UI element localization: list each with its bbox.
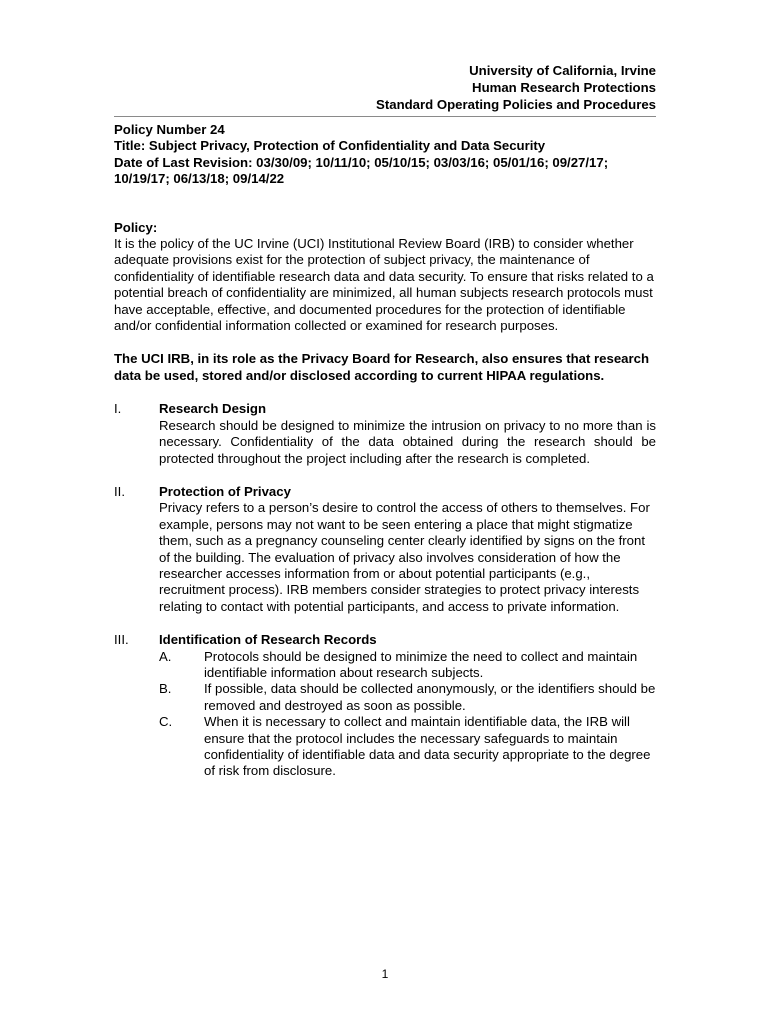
list-item bbox=[159, 649, 656, 682]
list-item-text: If possible, data should be collected anonymously, or the identifiers should be removed and destroyed as soon as possible. bbox=[204, 681, 656, 713]
revision-dates-line1: Date of Last Revision: 03/30/09; 10/11/10; 05/10/15; 03/03/16; 05/01/16; 09/27/17; bbox=[114, 154, 609, 170]
section-title: Research Design bbox=[159, 401, 267, 417]
document-header bbox=[114, 62, 656, 113]
policy-meta bbox=[114, 122, 656, 188]
header-divider bbox=[114, 116, 656, 117]
section-title: Identification of Research Records bbox=[159, 632, 377, 648]
document-page bbox=[114, 62, 656, 780]
section-number: III. bbox=[114, 632, 129, 648]
section-research-design bbox=[114, 401, 656, 467]
list-item-letter: A. bbox=[159, 648, 172, 664]
revision-dates-line2: 10/19/17; 06/13/18; 09/14/22 bbox=[114, 171, 285, 187]
header-university: University of California, Irvine bbox=[469, 63, 656, 78]
list-item-text: When it is necessary to collect and maintain identifiable data, the IRB will ensure that the protocol includes the necessary safeguards to maintain confidentiality of identifiable data and data security appropriate to the degree of risk from disclosure. bbox=[204, 714, 651, 779]
header-subtitle: Standard Operating Policies and Procedures bbox=[376, 97, 656, 112]
policy-number: Policy Number 24 bbox=[114, 122, 225, 137]
list-item-text: Protocols should be designed to minimize the need to collect and maintain identifiable information about research subjects. bbox=[204, 648, 638, 680]
list-item bbox=[159, 714, 656, 780]
section-body: Privacy refers to a person’s desire to control the access of others to themselves. For example, persons may not want to be seen entering a place that might stigmatize them, such as a pregnancy counseling center clearly identified by signs on the front of the building. The evaluation of privacy also involves consideration of how the researcher accesses information from or about potential participants (e.g., recruitment process). IRB members consider strategies to protect privacy interests relating to contact with potential participants, and access to private information. bbox=[159, 500, 650, 614]
hipaa-statement: The UCI IRB, in its role as the Privacy Board for Research, also ensures that research data be used, stored and/or disclosed according to current HIPAA regulations. bbox=[114, 351, 650, 383]
policy-heading: Policy: bbox=[114, 219, 158, 235]
list-item-letter: B. bbox=[159, 681, 172, 697]
header-department: Human Research Protections bbox=[472, 80, 656, 95]
section-number: I. bbox=[114, 401, 122, 417]
page-number: 1 bbox=[381, 967, 389, 981]
section-title: Protection of Privacy bbox=[159, 483, 291, 499]
policy-body: It is the policy of the UC Irvine (UCI) Institutional Review Board (IRB) to consider whether adequate provisions exist for the protection of subject privacy, the maintenance of confidentiality of identifiable research data and data security. To ensure that risks related to a potential breach of confidentiality are minimized, all human subjects research protocols must have acceptable, effective, and documented procedures for the protection of identifiable and/or confidential information collected or examined for research purposes. bbox=[114, 236, 654, 334]
section-number: II. bbox=[114, 483, 125, 499]
list-item bbox=[159, 681, 656, 714]
list-item-letter: C. bbox=[159, 714, 173, 730]
section-body: Research should be designed to minimize the intrusion on privacy to no more than is necessary. Confidentiality of the data obtained during the research should be protected throughout the project including after the research is completed. bbox=[159, 417, 656, 466]
section-identification-of-records bbox=[114, 632, 656, 780]
section-protection-of-privacy bbox=[114, 484, 656, 615]
policy-title: Title: Subject Privacy, Protection of Confidentiality and Data Security bbox=[114, 138, 546, 154]
